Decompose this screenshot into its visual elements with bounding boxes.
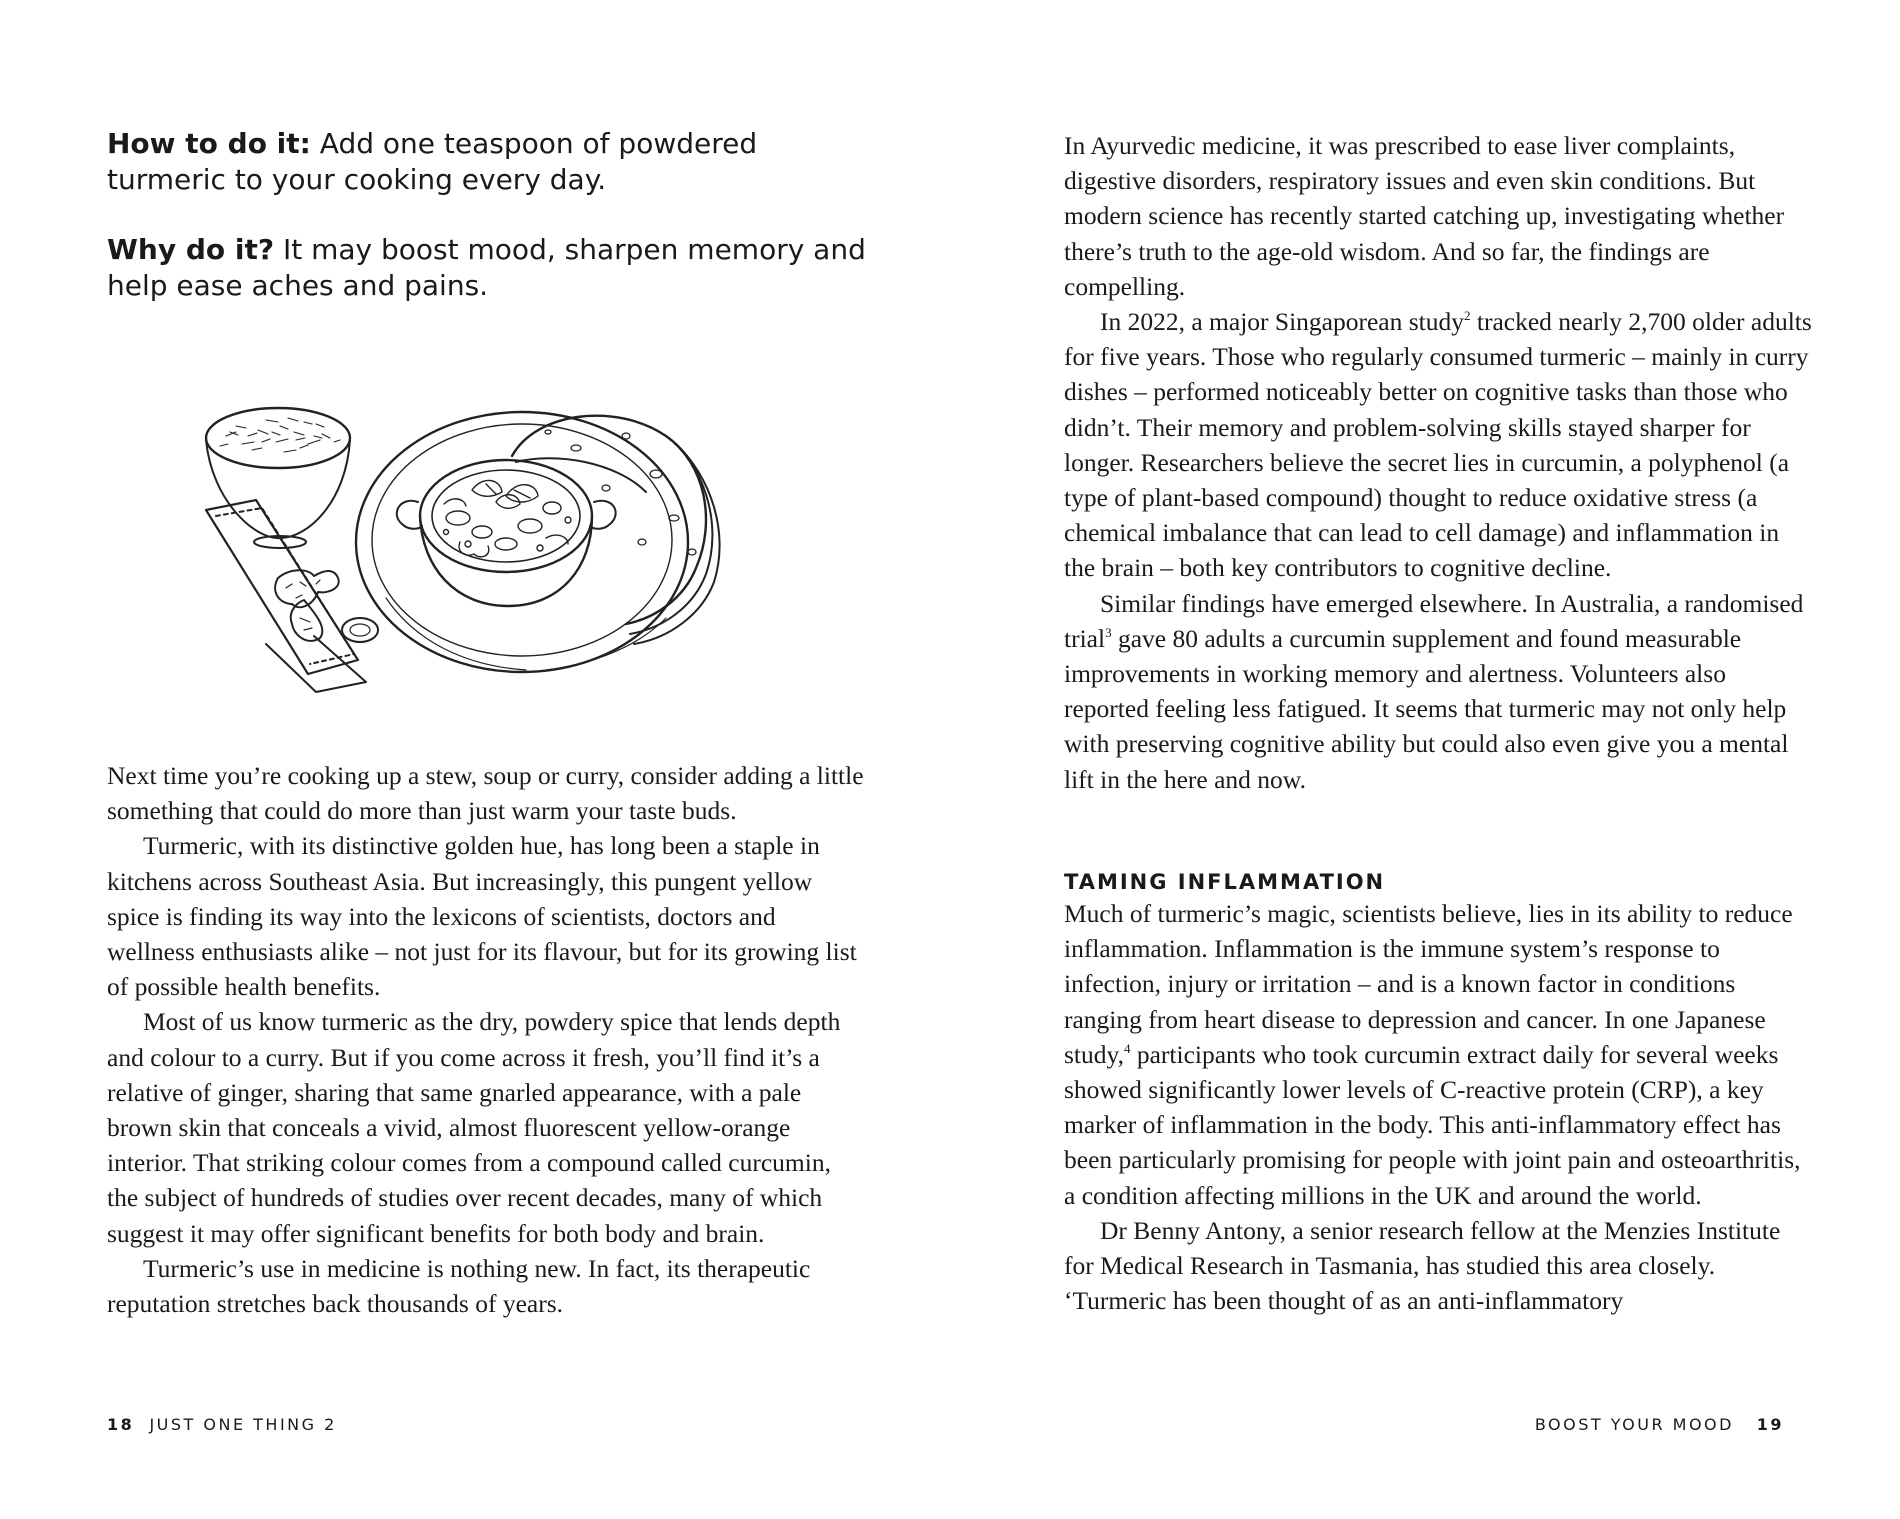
page-number: 18: [107, 1415, 135, 1434]
footnote-ref: 3: [1105, 624, 1112, 640]
paragraph-text: tracked nearly 2,700 older adults for five years. Those who regularly consumed turmeric – mainly in curry dishes – performed noticeably better on cognitive tasks than those who didn’t. Their memory and problem-solving skills stayed sharper for longer. Researchers believe the secret lies in curcumin, a polyphenol (a type of plant-based compound) thought to reduce oxidative stress (a chemical imbalance that can lead to cell damage) and inflammation in the brain – both key contributors to cognitive decline.: [1064, 307, 1812, 583]
footnote-ref: 4: [1123, 1040, 1131, 1056]
paragraph: Most of us know turmeric as the dry, powdery spice that lends depth and colour to a curry. But if you come across it fresh, you’ll find it’s a relative of ginger, sharing that same gnarled appearance, with a pale brown skin that conceals a vivid, almost fluorescent yellow-orange interior. That striking colour comes from a compound called curcumin, the subject of hundreds of studies over recent decades, many of which suggest it may offer significant benefits for both body and brain.: [107, 1007, 841, 1248]
page-number: 19: [1756, 1415, 1784, 1434]
running-head: JUST ONE THING 2: [149, 1415, 337, 1434]
why-text: It may boost mood, sharpen memory and help ease aches and pains.: [107, 233, 866, 302]
paragraph-text: Similar findings have emerged elsewhere. In Australia, a randomised trial: [1064, 588, 1804, 653]
how-to-do-it: [107, 126, 867, 198]
paragraph-text: gave 80 adults a curcumin supplement and found measurable improvements in working memory and alertness. Volunteers also reported feeling less fatigued. It seems that turmeric may not only help with preserving cognitive ability but could also even give you a mental lift in the here and now.: [1064, 623, 1789, 794]
paragraph: [1064, 896, 1816, 1213]
how-label: How to do it:: [107, 127, 311, 160]
paragraph: Next time you’re cooking up a stew, soup or curry, consider adding a little something that could do more than just warm your taste buds.: [107, 761, 864, 826]
running-head: BOOST YOUR MOOD: [1534, 1415, 1734, 1434]
paragraph: Turmeric, with its distinctive golden hue, has long been a staple in kitchens across Southeast Asia. But increasingly, this pungent yellow spice is finding its way into the lexicons of scientists, doctors and wellness enthusiasts alike – not just for its flavour, but for its growing list of possible health benefits.: [107, 831, 857, 1002]
paragraph-text: Much of turmeric’s magic, scientists believe, lies in its ability to reduce inflammation. Inflammation is the immune system’s response to infection, injury or irritation – and is a known factor in conditions ranging from heart disease to depression and cancer. In one Japanese study,: [1064, 899, 1793, 1069]
paragraph-text: participants who took curcumin extract daily for several weeks showed significantly lower levels of C-reactive protein (CRP), a key marker of inflammation in the body. This anti-inflammatory effect has been particularly promising for people with joint pain and osteoarthritis, a condition affecting millions in the UK and around the world.: [1064, 1039, 1801, 1210]
paragraph: [1064, 304, 1816, 586]
left-folio: [107, 1415, 337, 1435]
why-label: Why do it?: [107, 233, 275, 266]
left-body-text: [107, 758, 867, 1321]
paragraph: Dr Benny Antony, a senior research fellow at the Menzies Institute for Medical Research in Tasmania, has studied this area closely. ‘Turmeric has been thought of as an anti-inflammatory: [1064, 1215, 1781, 1316]
turmeric-dishes-illustration: [196, 392, 736, 702]
paragraph: In Ayurvedic medicine, it was prescribed to ease liver complaints, digestive disorders, respiratory issues and even skin conditions. But modern science has recently started catching up, investigating whether there’s truth to the age-old wisdom. And so far, the findings are compelling.: [1064, 131, 1785, 301]
footnote-ref: 2: [1464, 308, 1471, 324]
why-do-it: [107, 232, 867, 304]
right-body-text-top: [1064, 128, 1816, 797]
section-heading: TAMING INFLAMMATION: [1064, 870, 1386, 894]
right-body-text-bottom: [1064, 896, 1816, 1318]
how-text: Add one teaspoon of powdered turmeric to your cooking every day.: [107, 127, 758, 196]
right-folio: [1535, 1415, 1784, 1435]
paragraph-text: In 2022, a major Singaporean study: [1100, 307, 1465, 337]
right-page: [950, 0, 1900, 1519]
paragraph: Turmeric’s use in medicine is nothing new. In fact, its therapeutic reputation stretches back thousands of years.: [107, 1253, 811, 1319]
paragraph: [1064, 586, 1816, 797]
